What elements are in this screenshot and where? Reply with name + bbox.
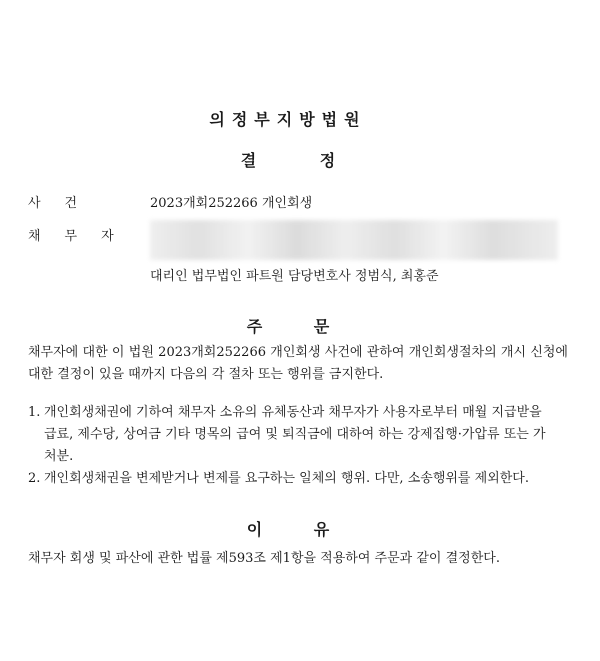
document-title: 결 정 [240, 151, 336, 170]
reason-heading: 이 유 [246, 520, 330, 539]
reason-text: 채무자 회생 및 파산에 관한 법률 제593조 제1항을 적용하여 주문과 같이 결정한다. [28, 551, 500, 566]
debtor-representative: 대리인 법무법인 파트원 담당변호사 정범식, 최홍준 [150, 269, 439, 284]
order-item-2-number: 2. [28, 471, 41, 486]
order-item-1 [28, 402, 558, 468]
order-item-1-number: 1. [28, 405, 41, 420]
case-value: 2023개회252266 개인회생 [150, 196, 313, 211]
order-intro: 채무자에 대한 이 법원 2023개회252266 개인회생 사건에 관하여 개인회생절차의 개시 신청에 대한 결정이 있을 때까지 다음의 각 절차 또는 행위를 금지한다. [28, 345, 568, 382]
court-name: 의정부지방법원 [209, 110, 367, 129]
order-item-2-text: 개인회생채권을 변제받거나 변제를 요구하는 일체의 행위. 다만, 소송행위를 제외한다. [44, 471, 529, 486]
redacted-debtor-info [150, 220, 558, 260]
debtor-label: 채무자 [28, 229, 138, 244]
order-item-1-text: 개인회생채권에 기하여 채무자 소유의 유체동산과 채무자가 사용자로부터 매월 지급받을 급료, 제수당, 상여금 기타 명목의 급여 및 퇴직금에 대하여 하는 강제집행·가압류 또는 가처분. [44, 405, 546, 464]
order-item-2 [28, 468, 558, 490]
case-label: 사건 [28, 196, 102, 211]
order-heading: 주 문 [246, 317, 330, 336]
order-items [28, 402, 558, 490]
